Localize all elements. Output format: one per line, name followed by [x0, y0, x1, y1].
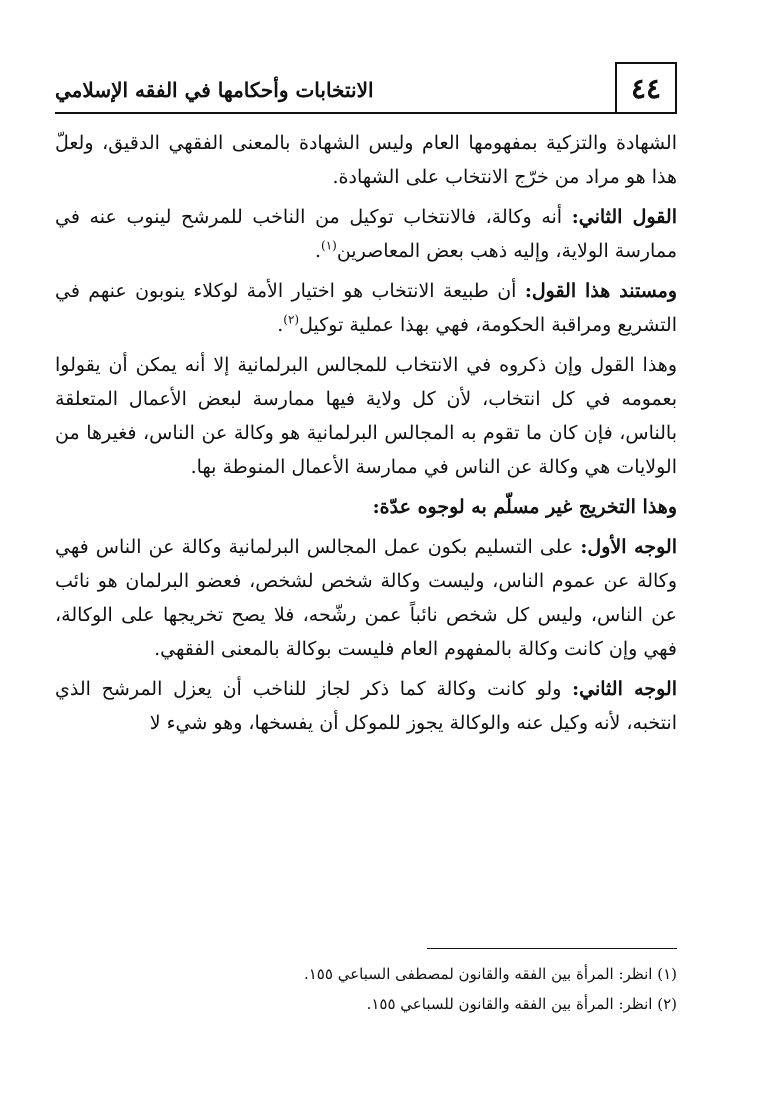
paragraph-text: أنه وكالة، فالانتخاب توكيل من الناخب للمرشح لينوب عنه في ممارسة الولاية، وإليه ذهب بعض المعاصرين — [55, 206, 677, 262]
paragraph-lead: وهذا التخريج غير مسلّم به لوجوه عدّة: — [372, 496, 677, 518]
footnote: (٢) انظر: المرأة بين الفقه والقانون للسباعي ١٥٥. — [366, 995, 677, 1013]
paragraph-lead: القول الثاني: — [571, 206, 677, 228]
paragraph — [55, 672, 677, 740]
paragraph — [55, 530, 677, 666]
footnote-marker[interactable]: (١) — [321, 238, 337, 253]
paragraph-lead: ومستند هذا القول: — [524, 280, 678, 302]
paragraph-text: وهذا القول وإن ذكروه في الانتخاب للمجالس البرلمانية إلا أنه يمكن أن يقولوا بعمومه في كل انتخاب، لأن كل ولاية فيها ممارسة لبعض الأعمال المتعلقة بالناس، فإن كان ما تقوم به المجالس البرلمانية هو وكالة عن الناس، فغيرها من الولايات هي وكالة عن الناس في ممارسة الأعمال المنوطة بها. — [55, 354, 677, 478]
paragraph — [55, 490, 677, 524]
paragraph-text: أن طبيعة الانتخاب هو اختيار الأمة لوكلاء ينوبون عنهم في التشريع ومراقبة الحكومة، فهي بهذا عملية توكيل — [55, 280, 677, 336]
page-header — [55, 62, 677, 114]
header-rule — [55, 112, 677, 114]
paragraph-tail: . — [277, 314, 284, 336]
paragraph — [55, 126, 677, 194]
paragraph — [55, 348, 677, 484]
paragraph-lead: الوجه الأول: — [580, 536, 677, 558]
footnote-marker[interactable]: (٢) — [283, 312, 300, 327]
page-body — [55, 126, 677, 746]
paragraph — [55, 200, 677, 268]
page-number: ٤٤ — [615, 62, 677, 112]
paragraph — [55, 274, 677, 342]
footnote: (١) انظر: المرأة بين الفقه والقانون لمصطفى السباعي ١٥٥. — [303, 965, 677, 983]
paragraph-tail: . — [314, 240, 321, 262]
paragraph-text: الشهادة والتزكية بمفهومها العام وليس الشهادة بالمعنى الفقهي الدقيق، ولعلّ هذا هو مراد من خرّج الانتخاب على الشهادة. — [55, 132, 677, 188]
running-title: الانتخابات وأحكامها في الفقه الإسلامي — [55, 78, 374, 102]
footnotes — [55, 948, 677, 1019]
paragraph-lead: الوجه الثاني: — [572, 678, 677, 700]
paragraph-text: على التسليم بكون عمل المجالس البرلمانية وكالة عن الناس فهي وكالة عن عموم الناس، وليست وكالة شخص لشخص، فعضو البرلمان هو نائب عن الناس، وليس كل شخص نائباً عمن رشّحه، فلا يصح تخريجها على الوكالة، فهي وإن كانت وكالة بالمفهوم العام فليست بوكالة بالمعنى الفقهي. — [55, 536, 677, 660]
footnote-rule — [427, 948, 677, 949]
paragraph-text: ولو كانت وكالة كما ذكر لجاز للناخب أن يعزل المرشح الذي انتخبه، لأنه وكيل عنه والوكالة يجوز للموكل أن يفسخها، وهو شيء لا — [55, 678, 677, 734]
